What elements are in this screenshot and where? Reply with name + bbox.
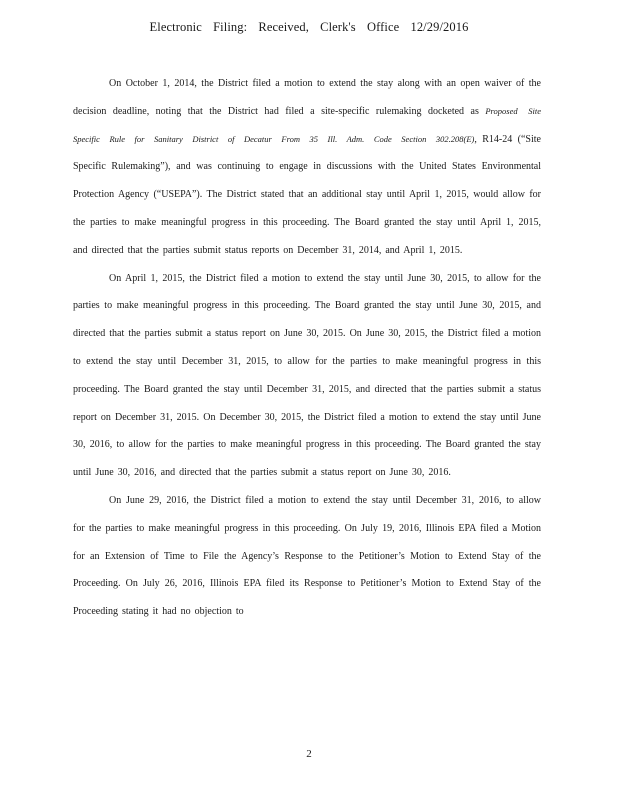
- paragraph-text: , R14-24 (“Site Specific Rulemaking”), and was continuing to engage in discussions with the United States Environmental Protection Agency (“USEPA”). The District stated that an additional stay until April 1, 2015, would allow for the parties to make meaningful progress in this proceeding. The Board granted the stay until April 1, 2015, and directed that the parties submit status reports on December 31, 2014, and April 1, 2015.: [73, 133, 541, 256]
- paragraph-april-2015: On April 1, 2015, the District filed a motion to extend the stay until June 30, 2015, to allow for the parties to make meaningful progress in this proceeding. The Board granted the stay until June 30, 2015, and directed that the parties submit a status report on June 30, 2015. On June 30, 2015, the District filed a motion to extend the stay until December 31, 2015, to allow for the parties to make meaningful progress in this proceeding. The Board granted the stay until December 31, 2015, and directed that the parties submit a status report on December 31, 2015. On December 30, 2015, the District filed a motion to extend the stay until June 30, 2016, to allow for the parties to make meaningful progress in this proceeding. The Board granted the stay until June 30, 2016, and directed that the parties submit a status report on June 30, 2016.: [73, 272, 541, 479]
- paragraph-october-2014: [73, 70, 541, 265]
- page-number: 2: [306, 748, 312, 760]
- filing-stamp-header: Electronic Filing: Received, Clerk's Office 12/29/2016: [149, 20, 469, 34]
- document-body: [73, 70, 541, 626]
- paragraph-text: On October 1, 2014, the District filed a motion to extend the stay along with an open waiver of the decision deadline, noting that the District had filed a site-specific rulemaking docketed as: [73, 78, 541, 117]
- paragraph-june-2016: On June 29, 2016, the District filed a motion to extend the stay until December 31, 2016, to allow for the parties to make meaningful progress in this proceeding. On July 19, 2016, Illinois EPA filed a Motion for an Extension of Time to File the Agency’s Response to the Petitioner’s Motion to Extend Stay of the Proceeding. On July 26, 2016, Illinois EPA filed its Response to Petitioner’s Motion to Extend Stay of the Proceeding stating it had no objection to: [73, 494, 541, 618]
- case-citation: Proposed Site Specific Rule for Sanitary District of Decatur From 35 Ill. Adm. Code Section 302.208(E): [73, 105, 541, 144]
